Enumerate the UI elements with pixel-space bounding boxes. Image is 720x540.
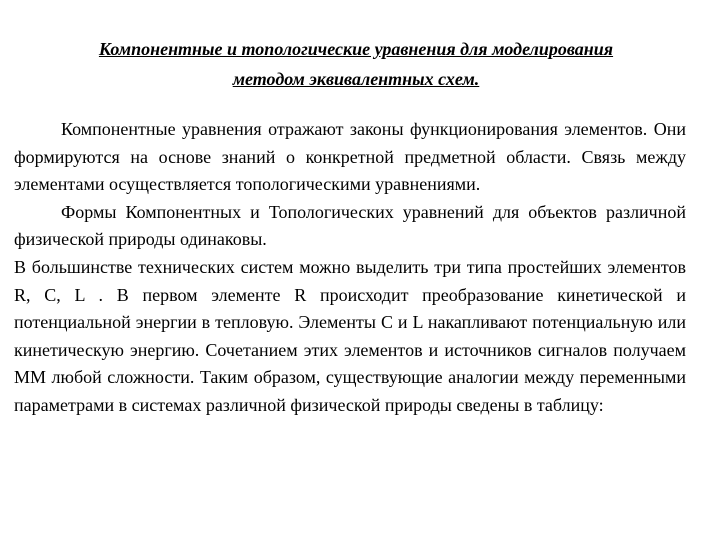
paragraph-simple-elements: В большинстве технических систем можно выделить три типа простейших элементов R, C, L . В первом элементе R происходит преобразование кинетической и потенциальной энергии в тепловую. Элементы C и L накапливают потенциальную или кинетическую энергию. Сочетанием этих элементов и источников сигналов получаем ММ любой сложности. Таким образом, существующие аналогии между переменными параметрами в системах различной физической природы сведены в таблицу:: [14, 256, 686, 415]
paragraph-component-equations: Компонентные уравнения отражают законы функционирования элементов. Они формируются на основе знаний о конкретной предметной области. Связь между элементами осуществляется топологическими уравнениями.: [14, 119, 686, 195]
title-line-2: методом эквивалентных схем.: [232, 69, 480, 89]
title-line-1: Компонентные и топологические уравнения для моделирования: [98, 39, 614, 59]
paragraph-equation-forms: Формы Компонентных и Топологических уравнений для объектов различной физической природы одинаковы.: [14, 201, 686, 250]
document-body: [14, 116, 686, 420]
document-title: [14, 34, 698, 94]
